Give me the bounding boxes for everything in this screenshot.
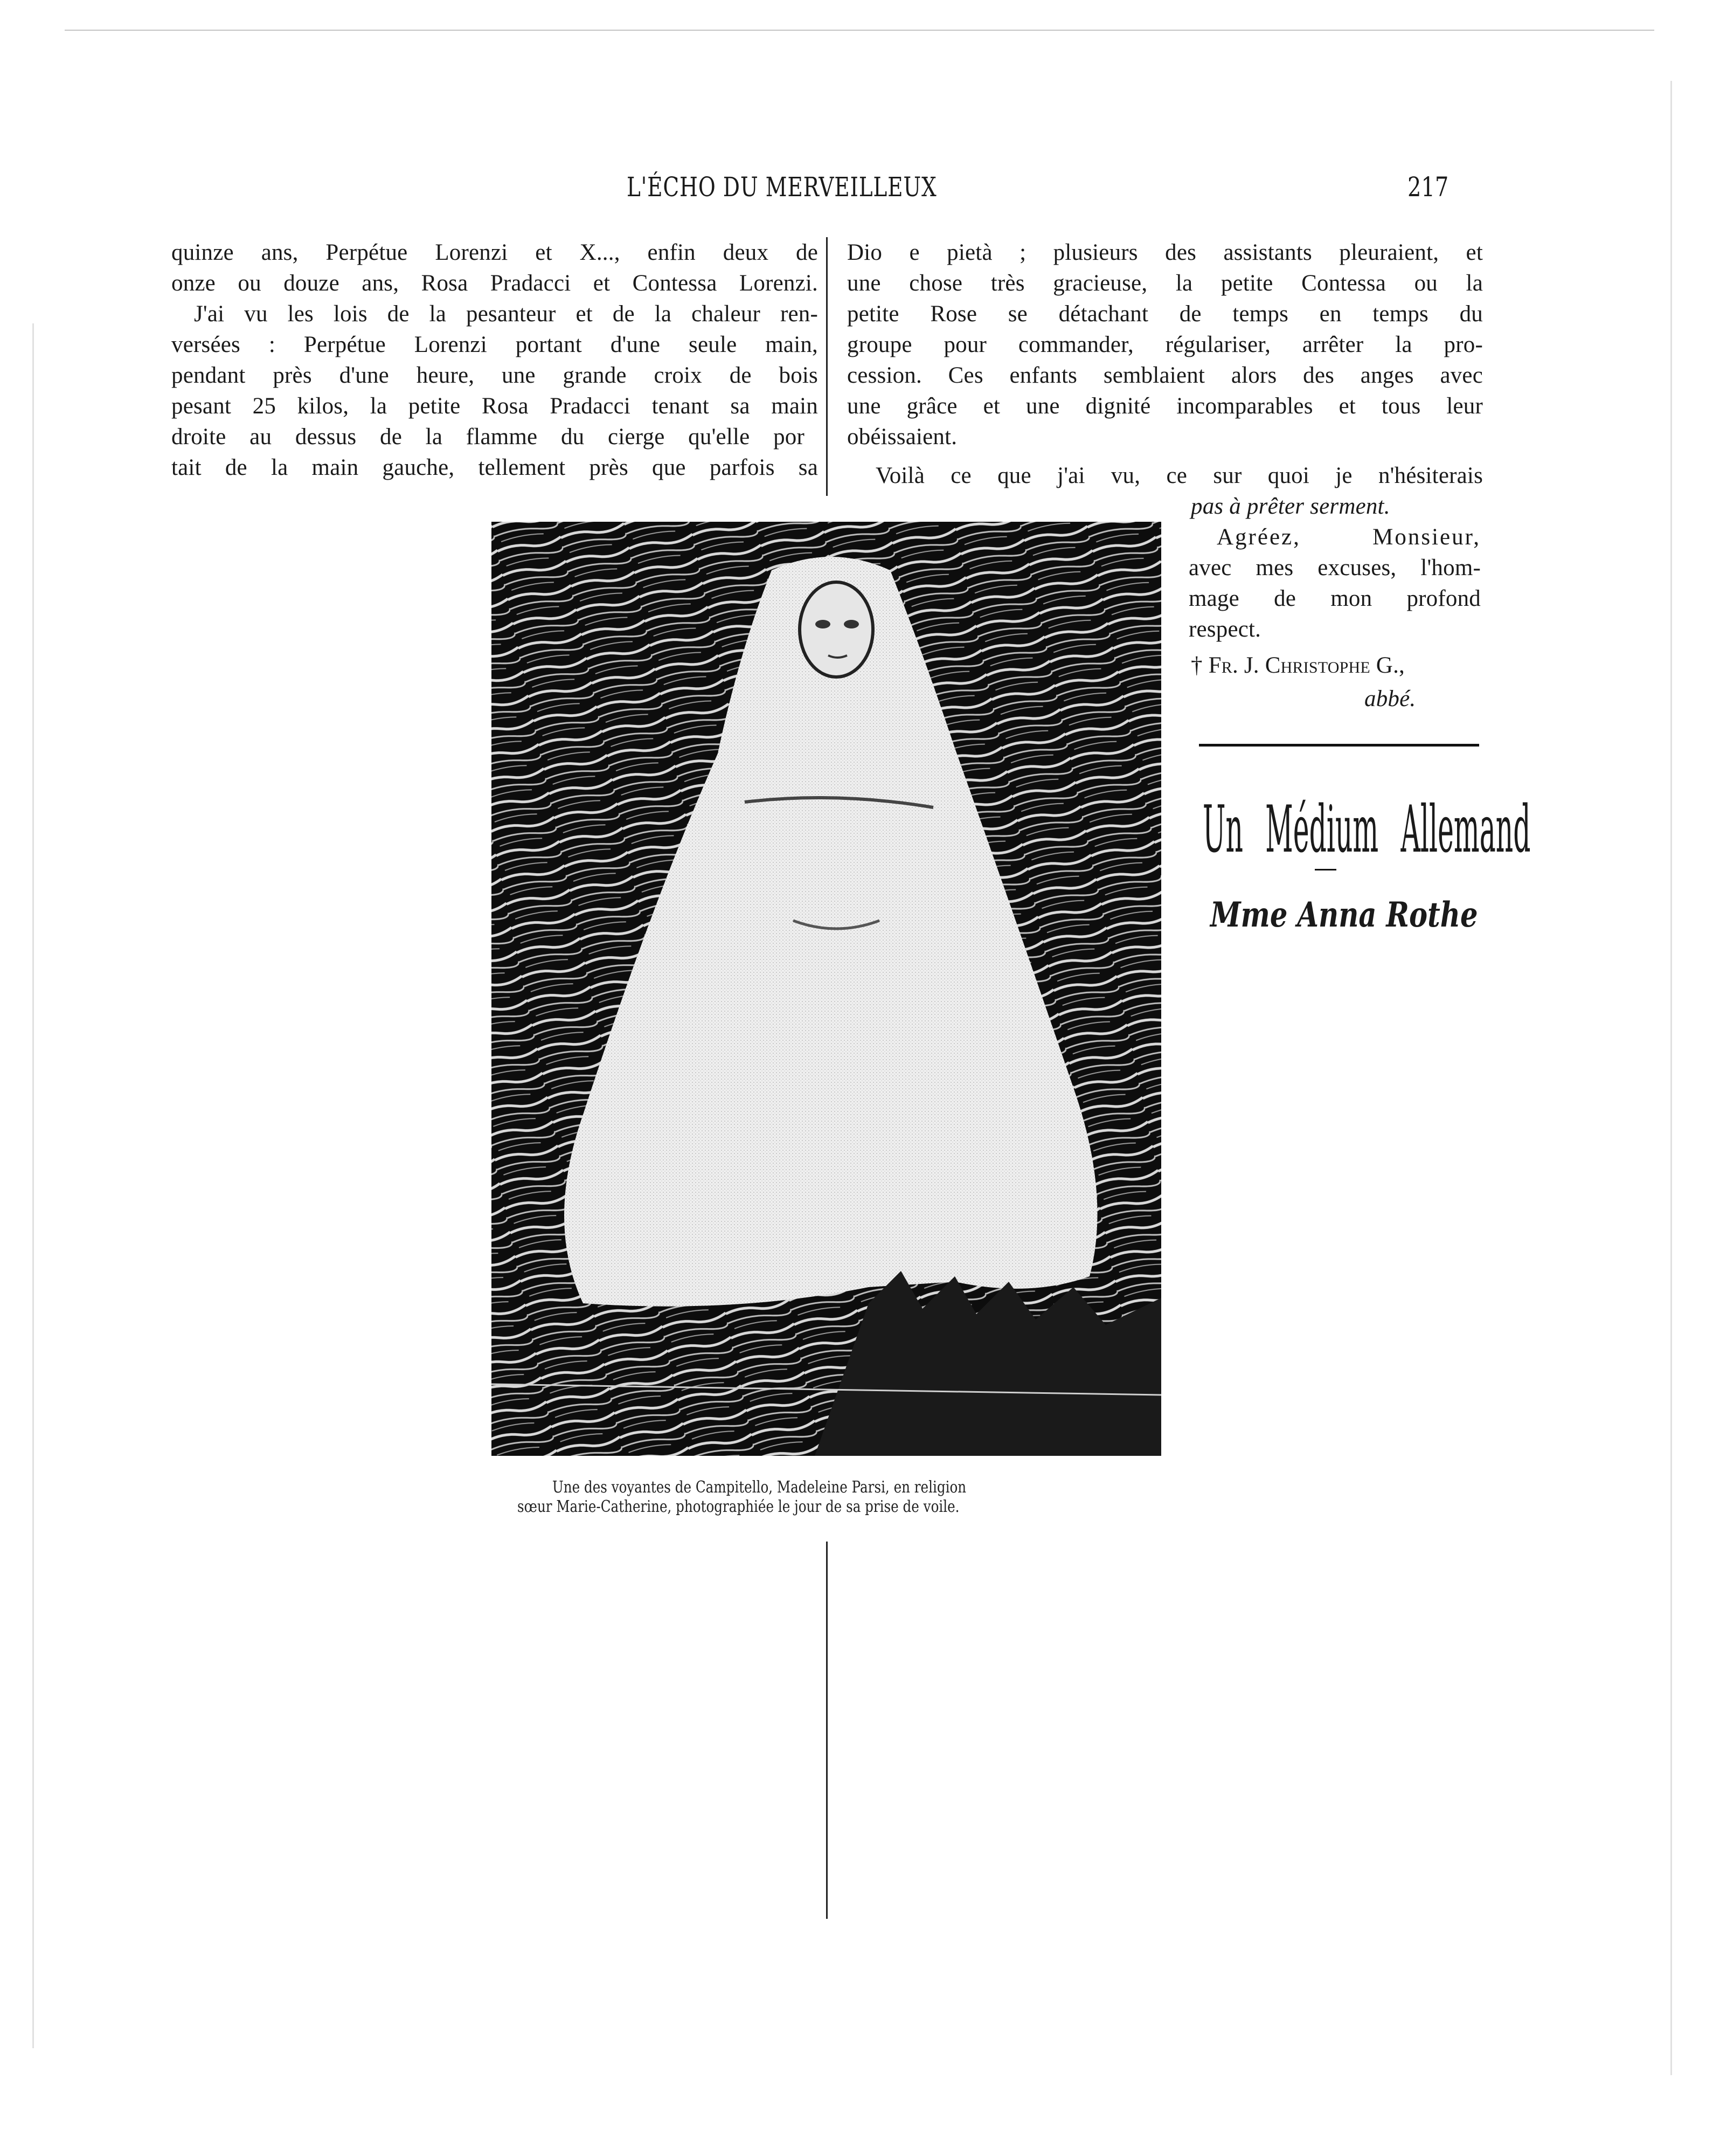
text-line: J'ai vu les lois de la pesanteur et de la chaleur ren- [194, 301, 818, 327]
page-number: 217 [1407, 171, 1449, 203]
photo-caption-line-1: Une des voyantes de Campitello, Madeleine Parsi, en religion [552, 1478, 967, 1497]
text-line: mage de mon profond [1189, 586, 1481, 611]
scan-noise-right-edge [1670, 81, 1672, 2075]
text-line: Voilà ce que j'ai vu, ce sur quoi je n'hésiterais [876, 463, 1483, 488]
text-line: groupe pour commander, régulariser, arrêter la pro- [847, 332, 1483, 357]
text-line: pendant près d'une heure, une grande croix de bois [171, 363, 818, 388]
article-subhead: Mme Anna Rothe [1210, 895, 1478, 935]
text-line-italic: pas à prêter serment. [1191, 494, 1390, 519]
text-line: tait de la main gauche, tellement près que parfois sa [171, 455, 818, 480]
column-divider-top [826, 237, 828, 496]
photo-caption-line-2: sœur Marie-Catherine, photographiée le jour de sa prise de voile. [517, 1497, 960, 1516]
text-line: avec mes excuses, l'hom- [1189, 555, 1481, 581]
face [800, 582, 873, 677]
text-line: une grâce et une dignité incomparables et tous leur [847, 393, 1483, 419]
running-header-title: L'ÉCHO DU MERVEILLEUX [627, 171, 937, 203]
text-line: une chose très gracieuse, la petite Contessa ou la [847, 271, 1483, 296]
text-line: petite Rose se détachant de temps en temps du [847, 301, 1483, 327]
text-line: respect. [1189, 617, 1261, 642]
text-line: quinze ans, Perpétue Lorenzi et X..., enfin deux de [171, 240, 818, 265]
scan-noise-top [65, 30, 1654, 31]
signature: † Fr. J. Christophe G., [1191, 653, 1405, 678]
text-line: obéissaient. [847, 424, 958, 450]
text-line: droite au dessus de la flamme du cierge qu'elle por [171, 424, 805, 450]
article-headline: Un Médium Allemand [1203, 792, 1531, 867]
photograph-nun-in-veil [491, 522, 1161, 1456]
text-line: pesant 25 kilos, la petite Rosa Pradacci tenant sa main [171, 393, 818, 419]
column-divider-bottom [826, 1542, 828, 1919]
text-line: Agréez, Monsieur, [1217, 524, 1481, 550]
signature-title: abbé. [1364, 686, 1416, 711]
headline-dash [1315, 869, 1336, 870]
photo-illustration [491, 522, 1161, 1456]
text-line: onze ou douze ans, Rosa Pradacci et Contessa Lorenzi. [171, 271, 818, 296]
text-line: versées : Perpétue Lorenzi portant d'une seule main, [171, 332, 818, 357]
text-line: cession. Ces enfants semblaient alors des anges avec [847, 363, 1483, 388]
scan-noise-left-edge [32, 323, 34, 2048]
section-rule [1199, 744, 1479, 747]
text-line: Dio e pietà ; plusieurs des assistants pleuraient, et [847, 240, 1483, 265]
